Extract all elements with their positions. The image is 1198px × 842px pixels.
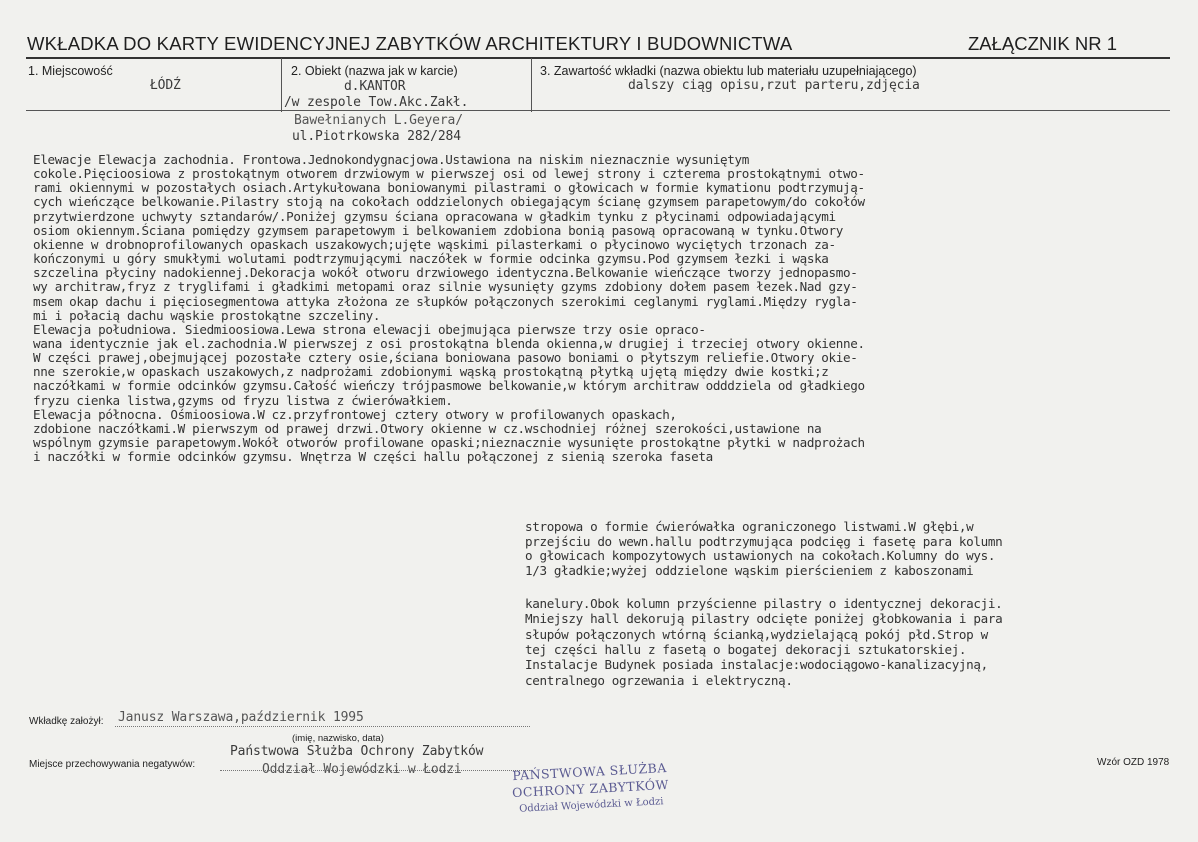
field-1-label: 1. Miejscowość	[28, 64, 113, 78]
field-3-label: 3. Zawartość wkładki (nazwa obiektu lub materiału uzupełniającego)	[540, 64, 917, 78]
body-line: stropowa o formie ćwierówałka ograniczonego listwami.W głębi,w	[525, 519, 974, 534]
body-line: 1/3 gładkie;wyżej oddzielone wąskim pierścieniem z kaboszonami	[525, 562, 974, 578]
body-line: msem okap dachu i pięciosegmentowa attyka złożona ze słupków połączonych szerokimi ceglanymi ryglami.Między rygla-	[33, 293, 858, 309]
field-divider-1	[281, 58, 282, 112]
body-line: mi i połacią dachu wąskie prostokątne szczeliny.	[33, 307, 381, 323]
body-line: cokole.Pięcioosiowa z prostokątnym otworem drzwiowym w pierwszej osi od lewej strony i czterema prostokątnymi otwo-	[33, 166, 865, 182]
body-line: wspólnym gzymsie parapetowym.Wokół otworów profilowane opaski;nieznacznie wysunięte prostokątne płytki w nadprożach	[33, 435, 865, 450]
body-line: okienne w drobnoprofilowanych opaskach uszakowych;ujęte wąskimi pilasterkami o płycinowo wyciętych trzonach za-	[33, 236, 836, 252]
body-line: kończonymi u góry smukłymi wolutami podtrzymującymi naczółek w formie odcinka gzymsu.Pod gzymsem łezki i wąska	[33, 251, 829, 267]
institution-stamp	[511, 759, 670, 818]
stamp-line: Oddział Wojewódzki w Łodzi	[518, 796, 664, 815]
body-line: osiom okiennym.Ściana pomiędzy gzymsem parapetowym i belkowaniem zdobiona bonią pasową opracowaną w tynku.Otwory	[33, 222, 843, 238]
body-line: fryzu cienka listwa,gzyms od fryzu listwa z ćwierówałkiem.	[33, 392, 453, 408]
body-line: słupów połączonych wtórną ścianką,wydzielającą pokój płd.Strop w	[525, 626, 988, 642]
field-2-value-line: Bawełnianych L.Geyera/	[294, 113, 463, 128]
field-2-value-line: d.KANTOR	[344, 79, 406, 94]
form-reference: Wzór OZD 1978	[1097, 757, 1170, 768]
body-line: nne szerokie,w opaskach uszakowych,z nadprożami zdobionymi wąską prostokątną płytką ujętą między dwie kostki;z	[33, 364, 829, 380]
field-1-value: ŁÓDŹ	[150, 78, 181, 93]
field-2-value-line: /w zespole Tow.Akc.Zakł.	[284, 95, 469, 110]
author-line	[115, 726, 530, 727]
body-line: tej części hallu z fasetą o bogatej dekoracji sztukatorskiej.	[525, 641, 967, 657]
storage-label: Miejsce przechowywania negatywów:	[29, 759, 196, 770]
field-3-value: dalszy ciąg opisu,rzut parteru,zdjęcia	[628, 78, 920, 93]
body-line: i naczółki w formie odcinków gzymsu. Wnętrza W części hallu połączonej z sienią szeroka faseta	[33, 449, 713, 465]
field-2-value-line: ul.Piotrkowska 282/284	[292, 129, 461, 144]
body-line: Elewacja północna. Ośmioosiowa.W cz.przyfrontowej cztery otwory w profilowanych opaskach,	[33, 406, 677, 422]
body-line: zdobione naczółkami.W pierwszym od prawej drzwi.Otwory okienne w cz.wschodniej różnej szerokości,ustawione na	[33, 420, 822, 436]
body-line: centralnego ogrzewania i elektryczną.	[525, 672, 793, 688]
body-line: kanelury.Obok kolumn przyścienne pilastry o identycznej dekoracji.	[525, 596, 1003, 611]
author-label: Wkładkę założył:	[29, 716, 104, 727]
storage-value-line-2: Oddział Wojewódzki w Łodzi	[262, 762, 462, 777]
body-line: o głowicach kompozytowych ustawionych na cokołach.Kolumny do wys.	[525, 548, 996, 564]
author-value: Janusz Warszawa,październik 1995	[118, 710, 364, 725]
annex-number: ZAŁĄCZNIK NR 1	[968, 33, 1118, 54]
body-line: naczółkami w formie odcinków gzymsu.Całość wieńczy trójpasmowe belkowanie,w którym architraw odddziela od gładkiego	[33, 378, 865, 394]
body-line: Instalacje Budynek posiada instalacje:wodociągowo-kanalizacyjną,	[525, 657, 988, 673]
body-line: wana identycznie jak el.zachodnia.W pierwszej z osi prostokątna blenda okienna,w drugiej i trzeciej otwory okienne.	[33, 335, 865, 351]
body-line: przytwierdzone uchwyty sztandarów/.Poniżej gzymsu ściana opracowana w gładkim tynku z płycinami odpowiadającymi	[33, 208, 836, 224]
body-line: Mniejszy hall dekorują pilastry odcięte poniżej głobkowania i para	[525, 611, 1003, 627]
field-rule	[26, 110, 1170, 111]
author-hint: (imię, nazwisko, data)	[292, 733, 384, 744]
body-line: Elewacje Elewacja zachodnia. Frontowa.Jednokondygnacjowa.Ustawiona na niskim nieznacznie wysuniętym	[33, 152, 749, 167]
header-rule	[26, 57, 1170, 59]
body-line: przejściu do wewn.hallu podtrzymująca podcięg i fasetę para kolumn	[525, 533, 1003, 549]
body-line: rami okiennymi w pozostałych osiach.Artykułowana boniowanymi pilastrami o głowicach w formie kymationu podtrzymują-	[33, 180, 865, 196]
field-2-label: 2. Obiekt (nazwa jak w karcie)	[291, 64, 458, 78]
body-line: W części prawej,obejmującej pozostałe cztery osie,ściana boniowana pasowo boniami o płytszym reliefie.Otwory okie-	[33, 350, 858, 366]
body-line: Elewacja południowa. Siedmioosiowa.Lewa strona elewacji obejmująca pierwsze trzy osie opraco-	[33, 321, 706, 337]
stamp-line: OCHRONY ZABYTKÓW	[511, 776, 670, 801]
field-divider-2	[531, 58, 532, 112]
body-line: szczelina płyciny nadokiennej.Dekoracja wokół otworu drzwiowego identyczna.Belkowanie wieńczące tworzy jednopasmo-	[33, 265, 858, 281]
form-title: WKŁADKA DO KARTY EWIDENCYJNEJ ZABYTKÓW ARCHITEKTURY I BUDOWNICTWA	[27, 33, 793, 54]
stamp-line: PAŃSTWOWA SŁUŻBA	[511, 759, 668, 784]
body-line: cych wieńczące belkowanie.Pilastry stoją na cokołach oddzielonych obiegającym ścianę gzymsem parapetowym/do cokołów	[33, 194, 865, 210]
body-line: wy architraw,fryz z tryglifami i gładkimi metopami oraz silnie wysunięty gzyms zdobiony dołem pasem łezek.Nad gzy-	[33, 279, 858, 295]
storage-value-line-1: Państwowa Służba Ochrony Zabytków	[230, 744, 484, 759]
